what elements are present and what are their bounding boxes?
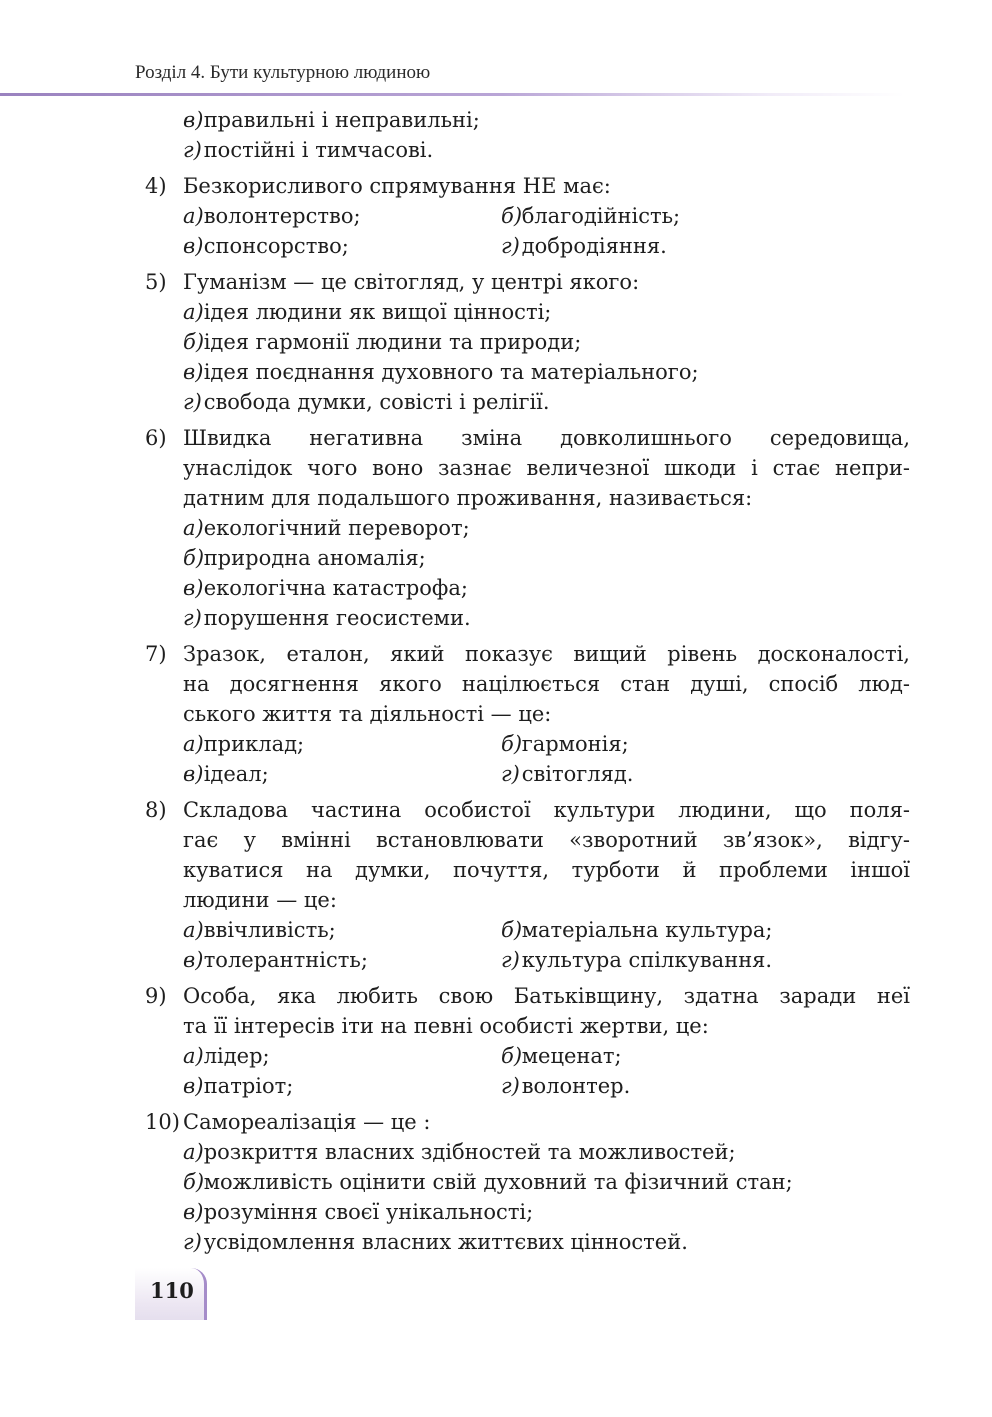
option-text: постійні і тимчасові. [203, 138, 434, 162]
question-text-continued [145, 825, 910, 855]
question-text: Складова частина особистої культури людини, що поля- [183, 798, 910, 822]
question-text: Зразок, еталон, який показує вищий рівень досконалості, [183, 642, 910, 666]
option-text: матеріальна культура; [521, 918, 773, 942]
question-text-continued [145, 699, 910, 729]
option-a [183, 729, 501, 759]
option-c [183, 573, 468, 603]
question-5 [145, 267, 910, 417]
option-letter: г) [183, 390, 202, 414]
option-b [501, 1041, 622, 1071]
option-row [145, 759, 910, 789]
option-b [183, 543, 426, 573]
option-a [183, 297, 551, 327]
option-letter: а) [183, 204, 204, 228]
question-8 [145, 795, 910, 975]
option-a [183, 201, 501, 231]
option-d [501, 759, 633, 789]
option-d [501, 231, 667, 261]
option-text: ідея людини як вищої цінності; [203, 300, 552, 324]
option-row [145, 231, 910, 261]
option-b [183, 1167, 793, 1197]
question-number: 4) [145, 174, 167, 198]
option-text: ідеал; [203, 762, 269, 786]
option-text: природна аномалія; [203, 546, 426, 570]
option-letter: в) [183, 108, 204, 132]
option-letter: б) [501, 732, 523, 756]
question-text: датним для подальшого проживання, називається: [183, 486, 753, 510]
option-row [145, 573, 910, 603]
question-text: та її інтересів іти на певні особисті жертви, це: [183, 1014, 709, 1038]
question-text: Гуманізм — це світогляд, у центрі якого: [183, 270, 640, 294]
question-line [145, 423, 910, 453]
option-row [145, 1071, 910, 1101]
page-number: 110 [150, 1278, 194, 1303]
option-text: лідер; [203, 1044, 270, 1068]
question-text: Самореалізація — це : [183, 1110, 431, 1134]
question-text-continued [145, 855, 910, 885]
option-row [145, 327, 910, 357]
option-letter: б) [501, 1044, 523, 1068]
option-row [145, 1137, 910, 1167]
option-letter: б) [183, 1170, 205, 1194]
question-text: куватися на думки, почуття, турботи й проблеми іншої [183, 858, 910, 882]
option-a [183, 915, 501, 945]
option-row [145, 945, 910, 975]
option-c [183, 1197, 533, 1227]
question-text: Швидка негативна зміна довколишнього середовища, [183, 426, 910, 450]
question-9 [145, 981, 910, 1101]
question-text-continued [145, 885, 910, 915]
question-text: гає у вмінні встановлювати «зворотний зв’язок», відгу- [183, 828, 910, 852]
question-line [145, 981, 910, 1011]
option-text: добродіяння. [521, 234, 667, 258]
option-row [145, 1227, 910, 1257]
option-text: ввічливість; [203, 918, 336, 942]
option-row [145, 513, 910, 543]
question-7 [145, 639, 910, 789]
option-b [501, 729, 629, 759]
option-row [145, 105, 910, 135]
question-text: Безкорисливого спрямування НЕ має: [183, 174, 611, 198]
option-d [183, 603, 471, 633]
question-text-continued [145, 1011, 910, 1041]
question-number: 9) [145, 984, 167, 1008]
option-text: розуміння своєї унікальності; [203, 1200, 534, 1224]
option-letter: в) [183, 948, 204, 972]
option-letter: б) [183, 546, 205, 570]
option-letter: б) [183, 330, 205, 354]
option-row [145, 201, 910, 231]
option-text: розкриття власних здібностей та можливостей; [203, 1140, 736, 1164]
option-c [183, 945, 501, 975]
option-text: волонтер. [521, 1074, 631, 1098]
question-text: людини — це: [183, 888, 337, 912]
option-letter: б) [501, 204, 523, 228]
question-10 [145, 1107, 910, 1257]
option-row [145, 135, 910, 165]
question-line [145, 1107, 910, 1137]
option-d [501, 945, 772, 975]
option-c [183, 231, 501, 261]
question-line [145, 267, 910, 297]
option-letter: б) [501, 918, 523, 942]
option-text: спонсорство; [203, 234, 349, 258]
option-letter: г) [183, 606, 202, 630]
option-text: екологічна катастрофа; [203, 576, 468, 600]
option-text: ідея гармонії людини та природи; [203, 330, 582, 354]
option-letter: г) [183, 1230, 202, 1254]
question-text-continued [145, 669, 910, 699]
option-letter: г) [501, 762, 520, 786]
option-text: благодійність; [521, 204, 681, 228]
option-text: світогляд. [521, 762, 634, 786]
option-letter: в) [183, 1074, 204, 1098]
option-d [183, 1227, 688, 1257]
option-letter: а) [183, 918, 204, 942]
option-letter: г) [501, 234, 520, 258]
option-row [145, 603, 910, 633]
option-row [145, 1167, 910, 1197]
option-a [183, 1041, 501, 1071]
option-text: екологічний переворот; [203, 516, 470, 540]
question-number: 6) [145, 426, 167, 450]
option-text: усвідомлення власних життєвих цінностей. [203, 1230, 688, 1254]
question-number: 10) [145, 1110, 180, 1134]
running-header: Розділ 4. Бути культурною людиною [135, 62, 431, 83]
option-c [183, 759, 501, 789]
option-text: патріот; [203, 1074, 294, 1098]
option-row [145, 297, 910, 327]
question-text-continued [145, 453, 910, 483]
question-text: ського життя та діяльності — це: [183, 702, 552, 726]
option-c [183, 105, 480, 135]
page-text [145, 105, 910, 1257]
question-text: на досягнення якого націлюється стан душі, спосіб люд- [183, 672, 910, 696]
option-text: правильні і неправильні; [203, 108, 480, 132]
option-b [501, 915, 773, 945]
option-letter: а) [183, 300, 204, 324]
option-text: приклад; [203, 732, 305, 756]
option-letter: в) [183, 1200, 204, 1224]
option-c [183, 1071, 501, 1101]
option-text: свобода думки, совісті і релігії. [203, 390, 550, 414]
option-text: меценат; [521, 1044, 622, 1068]
question-3-continuation [145, 105, 910, 165]
option-text: культура спілкування. [521, 948, 773, 972]
question-line [145, 795, 910, 825]
question-number: 8) [145, 798, 167, 822]
option-letter: г) [183, 138, 202, 162]
option-letter: в) [183, 234, 204, 258]
option-letter: а) [183, 732, 204, 756]
option-d [183, 387, 550, 417]
option-b [183, 327, 581, 357]
question-4 [145, 171, 910, 261]
question-text: Особа, яка любить свою Батьківщину, здатна заради неї [183, 984, 910, 1008]
option-c [183, 357, 699, 387]
question-text-continued [145, 483, 910, 513]
option-text: гармонія; [521, 732, 629, 756]
option-text: ідея поєднання духовного та матеріального; [203, 360, 699, 384]
option-row [145, 357, 910, 387]
option-text: можливість оцінити свій духовний та фізичний стан; [203, 1170, 793, 1194]
question-6 [145, 423, 910, 633]
option-row [145, 1041, 910, 1071]
question-line [145, 171, 910, 201]
question-number: 7) [145, 642, 167, 666]
option-text: порушення геосистеми. [203, 606, 471, 630]
question-number: 5) [145, 270, 167, 294]
option-a [183, 1137, 736, 1167]
option-letter: г) [501, 948, 520, 972]
option-b [501, 201, 680, 231]
option-letter: а) [183, 1140, 204, 1164]
question-text: унаслідок чого воно зазнає величезної шкоди і стає непри- [183, 456, 910, 480]
option-row [145, 729, 910, 759]
option-a [183, 513, 470, 543]
option-letter: а) [183, 516, 204, 540]
option-row [145, 543, 910, 573]
option-letter: в) [183, 576, 204, 600]
option-d [183, 135, 433, 165]
question-line [145, 639, 910, 669]
option-letter: в) [183, 360, 204, 384]
option-d [501, 1071, 630, 1101]
option-letter: в) [183, 762, 204, 786]
option-row [145, 1197, 910, 1227]
header-rule [0, 93, 905, 96]
option-text: толерантність; [203, 948, 368, 972]
option-letter: а) [183, 1044, 204, 1068]
option-row [145, 915, 910, 945]
option-text: волонтерство; [203, 204, 361, 228]
option-row [145, 387, 910, 417]
option-letter: г) [501, 1074, 520, 1098]
